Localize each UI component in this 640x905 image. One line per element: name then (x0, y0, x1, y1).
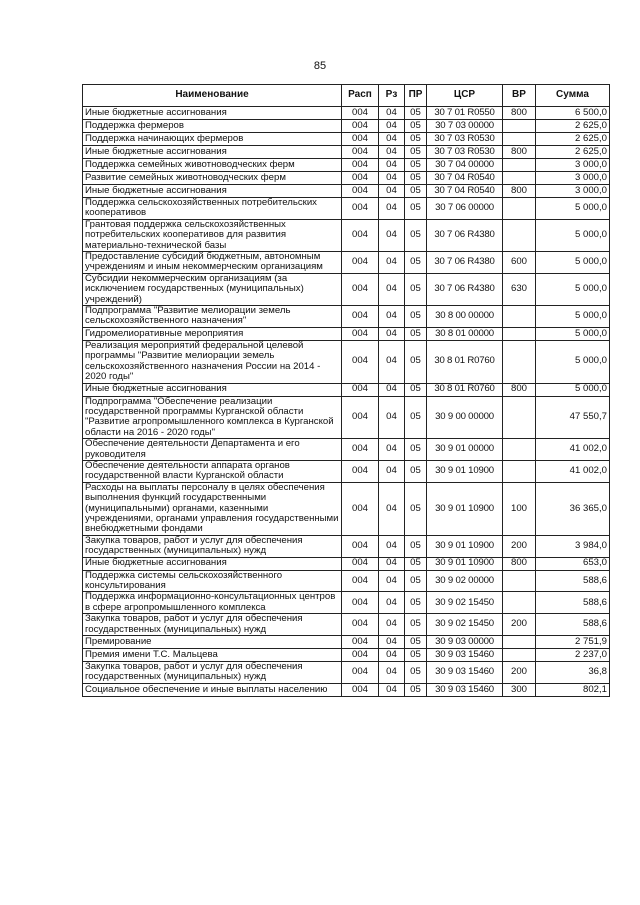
cell-name: Подпрограмма "Обеспечение реализации государственной программы Курганской области "Развитие агропромышленного комплекса в Курганской области на 2016 - 2020 годы" (83, 396, 342, 439)
cell-rz: 04 (379, 614, 405, 636)
cell-pr: 05 (405, 460, 427, 482)
cell-rasp: 004 (342, 198, 379, 220)
cell-rasp: 004 (342, 252, 379, 274)
cell-sum: 5 000,0 (536, 273, 610, 305)
cell-csr: 30 7 04 00000 (427, 159, 503, 172)
cell-name: Расходы на выплаты персоналу в целях обеспечения выполнения функций государственными (муниципальными) органами, казенными учреждениями, органами управления государственными внебюджетными фондами (83, 482, 342, 535)
cell-sum: 36 365,0 (536, 482, 610, 535)
cell-pr: 05 (405, 396, 427, 439)
cell-rasp: 004 (342, 172, 379, 185)
cell-name: Гидромелиоративные мероприятия (83, 327, 342, 340)
cell-sum: 2 625,0 (536, 146, 610, 159)
page-number: 85 (313, 60, 327, 72)
cell-rz: 04 (379, 683, 405, 696)
cell-sum: 5 000,0 (536, 327, 610, 340)
cell-name: Поддержка информационно-консультационных центров в сфере агропромышленного комплекса (83, 592, 342, 614)
cell-sum: 3 000,0 (536, 159, 610, 172)
cell-sum: 588,6 (536, 570, 610, 592)
cell-name: Поддержка сельскохозяйственных потребительских кооперативов (83, 198, 342, 220)
cell-rasp: 004 (342, 649, 379, 662)
cell-csr: 30 9 01 00000 (427, 439, 503, 461)
cell-sum: 2 625,0 (536, 133, 610, 146)
table-row (83, 252, 610, 274)
cell-rz: 04 (379, 649, 405, 662)
cell-rasp: 004 (342, 614, 379, 636)
cell-rz: 04 (379, 219, 405, 251)
cell-csr: 30 9 01 10900 (427, 535, 503, 557)
cell-vr (503, 198, 536, 220)
cell-name: Иные бюджетные ассигнования (83, 185, 342, 198)
table-row (83, 340, 610, 383)
cell-vr: 200 (503, 662, 536, 684)
cell-csr: 30 7 06 R4380 (427, 219, 503, 251)
cell-pr: 05 (405, 482, 427, 535)
cell-rz: 04 (379, 133, 405, 146)
cell-pr: 05 (405, 683, 427, 696)
cell-rasp: 004 (342, 636, 379, 649)
cell-vr: 800 (503, 383, 536, 396)
cell-rz: 04 (379, 120, 405, 133)
cell-csr: 30 8 01 R0760 (427, 340, 503, 383)
table-row (83, 535, 610, 557)
cell-sum: 3 000,0 (536, 172, 610, 185)
cell-rasp: 004 (342, 219, 379, 251)
cell-pr: 05 (405, 107, 427, 120)
cell-vr: 300 (503, 683, 536, 696)
cell-csr: 30 9 02 00000 (427, 570, 503, 592)
cell-rasp: 004 (342, 146, 379, 159)
cell-pr: 05 (405, 557, 427, 570)
table-row (83, 185, 610, 198)
cell-rasp: 004 (342, 107, 379, 120)
cell-csr: 30 7 06 R4380 (427, 273, 503, 305)
table-row (83, 172, 610, 185)
cell-rz: 04 (379, 383, 405, 396)
cell-rz: 04 (379, 273, 405, 305)
cell-sum: 6 500,0 (536, 107, 610, 120)
cell-csr: 30 7 01 R0550 (427, 107, 503, 120)
cell-sum: 47 550,7 (536, 396, 610, 439)
cell-pr: 05 (405, 198, 427, 220)
cell-name: Поддержка фермеров (83, 120, 342, 133)
cell-vr (503, 172, 536, 185)
cell-name: Предоставление субсидий бюджетным, автономным учреждениям и иным некоммерческим организациям (83, 252, 342, 274)
cell-vr (503, 306, 536, 328)
table-row (83, 383, 610, 396)
header-row (83, 85, 610, 107)
cell-csr: 30 9 01 10900 (427, 460, 503, 482)
cell-pr: 05 (405, 252, 427, 274)
cell-rasp: 004 (342, 396, 379, 439)
cell-rz: 04 (379, 306, 405, 328)
table-row (83, 273, 610, 305)
cell-rz: 04 (379, 460, 405, 482)
cell-rz: 04 (379, 159, 405, 172)
table-row (83, 649, 610, 662)
cell-name: Иные бюджетные ассигнования (83, 557, 342, 570)
table-row (83, 133, 610, 146)
cell-csr: 30 7 03 00000 (427, 120, 503, 133)
cell-csr: 30 8 01 00000 (427, 327, 503, 340)
cell-vr (503, 570, 536, 592)
cell-pr: 05 (405, 306, 427, 328)
table-row (83, 396, 610, 439)
cell-vr: 800 (503, 107, 536, 120)
cell-sum: 3 984,0 (536, 535, 610, 557)
cell-rz: 04 (379, 535, 405, 557)
cell-sum: 2 625,0 (536, 120, 610, 133)
cell-pr: 05 (405, 383, 427, 396)
cell-rasp: 004 (342, 662, 379, 684)
cell-name: Обеспечение деятельности аппарата органов государственной власти Курганской области (83, 460, 342, 482)
cell-rasp: 004 (342, 683, 379, 696)
cell-name: Обеспечение деятельности Департамента и его руководителя (83, 439, 342, 461)
cell-csr: 30 9 03 15460 (427, 649, 503, 662)
cell-pr: 05 (405, 327, 427, 340)
cell-name: Реализация мероприятий федеральной целевой программы "Развитие мелиорации земель сельскохозяйственного назначения России на 2014 - 2020 годы" (83, 340, 342, 383)
cell-sum: 36,8 (536, 662, 610, 684)
cell-rz: 04 (379, 396, 405, 439)
cell-csr: 30 9 01 10900 (427, 482, 503, 535)
table-row (83, 219, 610, 251)
cell-rz: 04 (379, 185, 405, 198)
cell-vr (503, 327, 536, 340)
cell-pr: 05 (405, 159, 427, 172)
table-row (83, 306, 610, 328)
header-sum: Сумма (536, 85, 610, 107)
cell-rz: 04 (379, 482, 405, 535)
cell-rasp: 004 (342, 383, 379, 396)
cell-vr (503, 592, 536, 614)
cell-rasp: 004 (342, 185, 379, 198)
cell-pr: 05 (405, 146, 427, 159)
cell-vr (503, 439, 536, 461)
cell-sum: 5 000,0 (536, 198, 610, 220)
cell-pr: 05 (405, 219, 427, 251)
cell-rasp: 004 (342, 327, 379, 340)
cell-sum: 41 002,0 (536, 460, 610, 482)
header-name: Наименование (83, 85, 342, 107)
cell-sum: 653,0 (536, 557, 610, 570)
cell-csr: 30 7 04 R0540 (427, 185, 503, 198)
cell-rasp: 004 (342, 120, 379, 133)
cell-name: Премия имени Т.С. Мальцева (83, 649, 342, 662)
cell-pr: 05 (405, 636, 427, 649)
cell-pr: 05 (405, 120, 427, 133)
cell-sum: 2 237,0 (536, 649, 610, 662)
cell-rasp: 004 (342, 273, 379, 305)
cell-sum: 588,6 (536, 592, 610, 614)
cell-name: Иные бюджетные ассигнования (83, 383, 342, 396)
cell-rasp: 004 (342, 535, 379, 557)
header-pr: ПР (405, 85, 427, 107)
cell-csr: 30 8 00 00000 (427, 306, 503, 328)
cell-rasp: 004 (342, 460, 379, 482)
cell-pr: 05 (405, 439, 427, 461)
cell-name: Грантовая поддержка сельскохозяйственных потребительских кооперативов для развития материально-технической базы (83, 219, 342, 251)
cell-csr: 30 7 06 R4380 (427, 252, 503, 274)
cell-name: Подпрограмма "Развитие мелиорации земель сельскохозяйственного назначения" (83, 306, 342, 328)
cell-vr: 200 (503, 535, 536, 557)
cell-rz: 04 (379, 570, 405, 592)
cell-csr: 30 7 03 R0530 (427, 146, 503, 159)
cell-vr (503, 460, 536, 482)
cell-rasp: 004 (342, 159, 379, 172)
cell-pr: 05 (405, 614, 427, 636)
cell-rz: 04 (379, 557, 405, 570)
cell-rasp: 004 (342, 439, 379, 461)
table-row (83, 592, 610, 614)
table-row (83, 159, 610, 172)
cell-csr: 30 9 02 15450 (427, 614, 503, 636)
cell-rz: 04 (379, 198, 405, 220)
table-row (83, 327, 610, 340)
header-rz: Рз (379, 85, 405, 107)
header-vr: ВР (503, 85, 536, 107)
cell-name: Социальное обеспечение и иные выплаты населению (83, 683, 342, 696)
cell-sum: 5 000,0 (536, 383, 610, 396)
cell-sum: 5 000,0 (536, 252, 610, 274)
cell-csr: 30 9 03 15460 (427, 662, 503, 684)
cell-vr: 800 (503, 557, 536, 570)
cell-rasp: 004 (342, 306, 379, 328)
budget-table (82, 84, 610, 697)
cell-name: Закупка товаров, работ и услуг для обеспечения государственных (муниципальных) нужд (83, 614, 342, 636)
table-row (83, 107, 610, 120)
table-row (83, 198, 610, 220)
cell-pr: 05 (405, 133, 427, 146)
cell-rz: 04 (379, 146, 405, 159)
cell-csr: 30 9 02 15450 (427, 592, 503, 614)
cell-rz: 04 (379, 340, 405, 383)
cell-csr: 30 9 00 00000 (427, 396, 503, 439)
cell-sum: 5 000,0 (536, 306, 610, 328)
cell-vr (503, 396, 536, 439)
cell-rz: 04 (379, 662, 405, 684)
cell-pr: 05 (405, 535, 427, 557)
cell-name: Поддержка начинающих фермеров (83, 133, 342, 146)
cell-sum: 802,1 (536, 683, 610, 696)
cell-vr (503, 133, 536, 146)
cell-rz: 04 (379, 107, 405, 120)
cell-name: Закупка товаров, работ и услуг для обеспечения государственных (муниципальных) нужд (83, 662, 342, 684)
cell-csr: 30 7 06 00000 (427, 198, 503, 220)
cell-vr (503, 219, 536, 251)
cell-rasp: 004 (342, 482, 379, 535)
table-row (83, 120, 610, 133)
cell-vr: 600 (503, 252, 536, 274)
cell-sum: 5 000,0 (536, 219, 610, 251)
cell-sum: 5 000,0 (536, 340, 610, 383)
cell-rz: 04 (379, 592, 405, 614)
cell-vr: 200 (503, 614, 536, 636)
cell-rz: 04 (379, 439, 405, 461)
cell-name: Премирование (83, 636, 342, 649)
cell-pr: 05 (405, 662, 427, 684)
cell-vr (503, 120, 536, 133)
cell-sum: 2 751,9 (536, 636, 610, 649)
cell-rasp: 004 (342, 592, 379, 614)
cell-sum: 3 000,0 (536, 185, 610, 198)
cell-rasp: 004 (342, 133, 379, 146)
cell-sum: 41 002,0 (536, 439, 610, 461)
cell-rz: 04 (379, 172, 405, 185)
cell-csr: 30 9 01 10900 (427, 557, 503, 570)
table-row (83, 460, 610, 482)
table-row (83, 636, 610, 649)
table-row (83, 557, 610, 570)
cell-name: Иные бюджетные ассигнования (83, 146, 342, 159)
cell-name: Субсидии некоммерческим организациям (за исключением государственных (муниципальных) учреждений) (83, 273, 342, 305)
cell-rz: 04 (379, 636, 405, 649)
cell-vr: 630 (503, 273, 536, 305)
cell-pr: 05 (405, 185, 427, 198)
table-row (83, 439, 610, 461)
table-row (83, 614, 610, 636)
cell-rz: 04 (379, 327, 405, 340)
cell-name: Поддержка системы сельскохозяйственного консультирования (83, 570, 342, 592)
table-row (83, 570, 610, 592)
table-row (83, 146, 610, 159)
header-csr: ЦСР (427, 85, 503, 107)
cell-vr (503, 340, 536, 383)
table-row (83, 482, 610, 535)
cell-name: Иные бюджетные ассигнования (83, 107, 342, 120)
cell-rasp: 004 (342, 570, 379, 592)
table-row (83, 662, 610, 684)
cell-csr: 30 9 03 15460 (427, 683, 503, 696)
cell-pr: 05 (405, 570, 427, 592)
cell-pr: 05 (405, 273, 427, 305)
cell-name: Закупка товаров, работ и услуг для обеспечения государственных (муниципальных) нужд (83, 535, 342, 557)
cell-csr: 30 8 01 R0760 (427, 383, 503, 396)
cell-csr: 30 7 03 R0530 (427, 133, 503, 146)
cell-vr (503, 636, 536, 649)
cell-vr: 100 (503, 482, 536, 535)
cell-pr: 05 (405, 592, 427, 614)
cell-vr: 800 (503, 185, 536, 198)
header-rasp: Расп (342, 85, 379, 107)
cell-vr: 800 (503, 146, 536, 159)
cell-sum: 588,6 (536, 614, 610, 636)
cell-rasp: 004 (342, 340, 379, 383)
cell-vr (503, 649, 536, 662)
cell-pr: 05 (405, 649, 427, 662)
cell-vr (503, 159, 536, 172)
cell-name: Поддержка семейных животноводческих ферм (83, 159, 342, 172)
cell-pr: 05 (405, 172, 427, 185)
cell-rasp: 004 (342, 557, 379, 570)
table-row (83, 683, 610, 696)
cell-csr: 30 7 04 R0540 (427, 172, 503, 185)
cell-rz: 04 (379, 252, 405, 274)
cell-name: Развитие семейных животноводческих ферм (83, 172, 342, 185)
cell-pr: 05 (405, 340, 427, 383)
cell-csr: 30 9 03 00000 (427, 636, 503, 649)
